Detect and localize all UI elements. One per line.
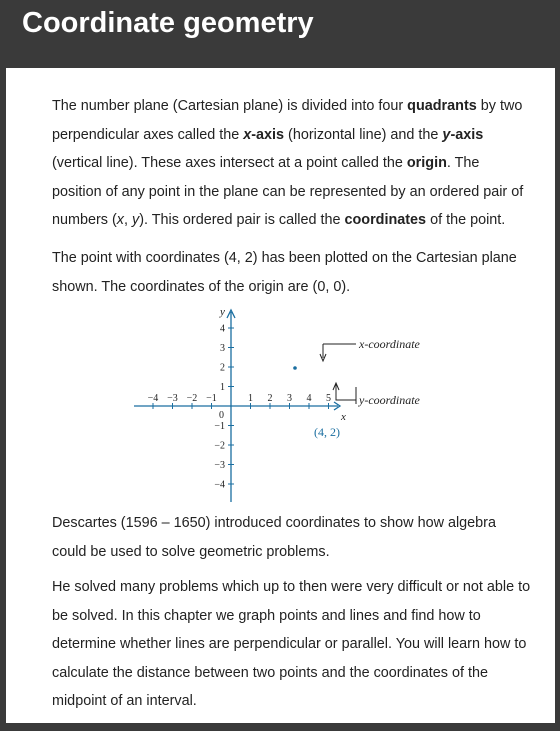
intro-text: ,	[123, 212, 132, 229]
var-y: y	[131, 212, 140, 229]
term-x-axis: -axis	[251, 126, 285, 143]
x-tick-label: 5	[326, 393, 331, 404]
y-tick-label: 1	[220, 382, 225, 393]
chapter-paragraph: He solved many problems which up to then were very difficult or not able to be solved. In this chapter we graph points and lines and find how to determine whether lines are perpendicular or parallel. You will learn how to calculate the distance between two points and the coordinates of the midpoint of an interval.	[52, 579, 531, 710]
cartesian-plane-diagram	[126, 304, 456, 504]
intro-text: ). This ordered pair is called the	[139, 212, 345, 229]
intro-paragraph	[52, 92, 532, 235]
point-paragraph: The point with coordinates (4, 2) has been plotted on the Cartesian plane shown. The coordinates of the origin are (0, 0).	[52, 250, 517, 295]
point-label: (4, 2)	[314, 425, 340, 439]
cartesian-plane-svg	[126, 304, 456, 504]
descartes-paragraph: Descartes (1596 – 1650) introduced coordinates to show how algebra could be used to solve geometric problems.	[52, 515, 496, 560]
intro-text: (horizontal line) and the	[284, 126, 443, 143]
y-tick-label: −3	[214, 460, 225, 471]
intro-text: of the point.	[426, 212, 506, 229]
origin-label: 0	[219, 410, 224, 421]
y-axis-label: y	[220, 306, 225, 318]
term-x: x	[243, 126, 252, 143]
content-card	[6, 68, 555, 723]
y-coordinate-label: y-coordinate	[359, 393, 420, 407]
x-tick-label: −4	[147, 393, 159, 404]
y-tick-label: 3	[220, 343, 225, 354]
plotted-point	[293, 366, 297, 370]
x-tick-label: −1	[206, 393, 217, 404]
y-tick-label: 4	[220, 323, 225, 335]
intro-text: by two perpendicular axes called the	[52, 98, 523, 143]
term-y: y	[442, 126, 451, 143]
intro-text: The number plane (Cartesian plane) is divided into four	[52, 98, 408, 114]
y-tick-label: −1	[214, 421, 225, 432]
term-origin: origin	[406, 155, 447, 172]
x-axis-label: x	[341, 411, 346, 423]
x-tick-label: 2	[267, 393, 273, 404]
term-coordinates: coordinates	[344, 212, 427, 229]
x-tick-label: 4	[306, 393, 312, 404]
y-coord-leader	[336, 384, 356, 400]
x-tick-label: −2	[186, 393, 198, 404]
y-tick-label: −4	[214, 479, 225, 491]
var-x: x	[116, 212, 124, 229]
y-tick-label: −2	[214, 440, 225, 452]
page-title: Coordinate geometry	[22, 7, 314, 39]
x-tick-label: −3	[167, 393, 178, 404]
x-tick-label: 3	[287, 393, 292, 404]
x-tick-label: 1	[248, 393, 253, 404]
term-y-axis: -axis	[450, 126, 484, 143]
x-coordinate-label: x-coordinate	[359, 337, 420, 351]
y-tick-label: 2	[220, 362, 225, 374]
header-bar	[0, 0, 560, 68]
intro-text: (vertical line). These axes intersect at a point called the	[52, 155, 407, 172]
intro-text: . The position of any point in the plane can be represented by an ordered pair of numbers (	[52, 155, 524, 229]
term-quadrants: quadrants	[407, 98, 477, 114]
